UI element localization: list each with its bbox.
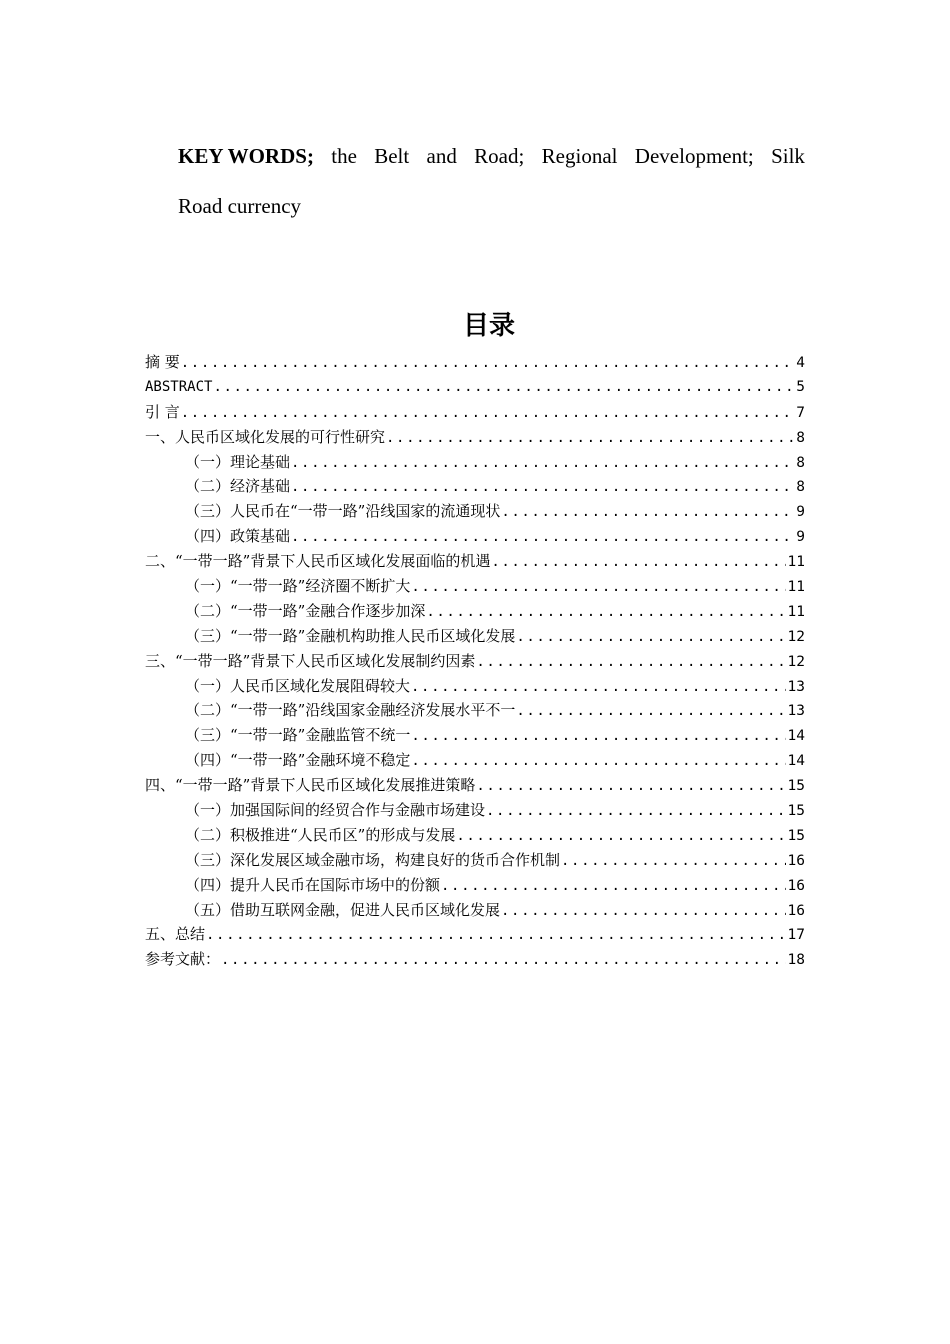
- toc-entry[interactable]: [145, 674, 805, 699]
- toc-dot-leader: [411, 675, 786, 700]
- toc-entry-title: （三）“一带一路”金融监管不统一: [185, 726, 411, 745]
- toc-dot-leader: [456, 824, 785, 849]
- keyword-word: the: [331, 144, 357, 168]
- toc-page-number: 13: [787, 703, 805, 720]
- toc-entry-title: 五、总结: [145, 925, 206, 944]
- toc-entry[interactable]: [145, 823, 805, 848]
- toc-entry[interactable]: [145, 375, 805, 400]
- toc-entry[interactable]: [145, 873, 805, 898]
- toc-dot-leader: [291, 525, 794, 550]
- toc-page-number: 12: [787, 628, 805, 645]
- toc-entry[interactable]: [145, 798, 805, 823]
- toc-entry[interactable]: [145, 350, 805, 375]
- toc-entry-title: 参考文献：: [145, 950, 221, 969]
- toc-page-number: 5: [796, 378, 805, 395]
- toc-dot-leader: [213, 375, 794, 400]
- toc-page-number: 16: [787, 877, 805, 894]
- toc-entry-title: （一）理论基础: [185, 452, 291, 471]
- toc-dot-leader: [386, 426, 794, 451]
- toc-entry[interactable]: [145, 499, 805, 524]
- toc-entry-title: 四、“一带一路”背景下人民币区域化发展推进策略: [145, 776, 476, 795]
- toc-dot-leader: [181, 351, 794, 376]
- keywords-paragraph: [178, 131, 805, 231]
- toc-dot-leader: [561, 849, 786, 874]
- toc-entry[interactable]: [145, 649, 805, 674]
- toc-dot-leader: [501, 899, 786, 924]
- toc-dot-leader: [411, 575, 785, 600]
- toc-dot-leader: [516, 699, 785, 724]
- toc-entry-title: （四）“一带一路”金融环境不稳定: [185, 751, 411, 770]
- keywords-line-1: [178, 131, 805, 181]
- keyword-word: Road;: [474, 144, 525, 168]
- toc-page-number: 8: [796, 479, 805, 496]
- toc-entry-title: （二）“一带一路”金融合作逐步加深: [185, 601, 426, 620]
- toc-entry[interactable]: [145, 947, 805, 972]
- toc-entry[interactable]: [145, 848, 805, 873]
- toc-entry[interactable]: [145, 698, 805, 723]
- toc-page-number: 14: [787, 728, 805, 745]
- toc-page-number: 15: [787, 827, 805, 844]
- toc-entry-title: （三）深化发展区域金融市场，构建良好的货币合作机制: [185, 850, 561, 869]
- toc-page-number: 15: [787, 803, 805, 820]
- toc-page-number: 8: [796, 429, 805, 446]
- toc-dot-leader: [476, 650, 785, 675]
- toc-dot-leader: [221, 948, 786, 973]
- toc-entry[interactable]: [145, 748, 805, 773]
- toc-page-number: 15: [787, 778, 805, 795]
- keywords-label: KEY WORDS;: [178, 144, 314, 168]
- toc-entry[interactable]: [145, 898, 805, 923]
- toc-entry-title: （一）人民币区域化发展阻碍较大: [185, 676, 411, 695]
- toc-dot-leader: [491, 550, 785, 575]
- toc-entry[interactable]: [145, 723, 805, 748]
- toc-entry[interactable]: [145, 425, 805, 450]
- toc-dot-leader: [411, 749, 785, 774]
- toc-entry[interactable]: [145, 773, 805, 798]
- toc-entry-title: 二、“一带一路”背景下人民币区域化发展面临的机遇: [145, 552, 491, 571]
- toc-page-number: 13: [787, 678, 805, 695]
- keyword-word: and: [426, 144, 457, 168]
- toc-entry-title: （三）人民币在“一带一路”沿线国家的流通现状: [185, 502, 501, 521]
- toc-entry-title: （二）“一带一路”沿线国家金融经济发展水平不一: [185, 701, 516, 720]
- table-of-contents: [145, 350, 805, 972]
- keyword-word: Development;: [634, 144, 754, 168]
- toc-entry-title: 三、“一带一路”背景下人民币区域化发展制约因素: [145, 651, 476, 670]
- toc-entry-title: （五）借助互联网金融，促进人民币区域化发展: [185, 900, 501, 919]
- toc-entry[interactable]: [145, 624, 805, 649]
- toc-page-number: 4: [796, 355, 805, 371]
- toc-entry-title: （一）“一带一路”经济圈不断扩大: [185, 577, 411, 596]
- toc-page-number: 11: [787, 554, 805, 571]
- toc-page-number: 18: [787, 952, 805, 969]
- toc-entry[interactable]: [145, 400, 805, 425]
- toc-dot-leader: [181, 401, 794, 426]
- toc-entry-title: （二）经济基础: [185, 477, 291, 496]
- toc-title: 目录: [462, 311, 515, 341]
- toc-entry-title: 摘 要: [145, 353, 180, 371]
- toc-dot-leader: [206, 923, 786, 948]
- toc-dot-leader: [411, 724, 785, 749]
- toc-page-number: 14: [787, 753, 805, 770]
- toc-dot-leader: [291, 451, 794, 476]
- toc-entry[interactable]: [145, 574, 805, 599]
- toc-entry[interactable]: [145, 524, 805, 549]
- toc-page-number: 8: [796, 454, 805, 471]
- toc-dot-leader: [516, 625, 785, 650]
- toc-entry-title: 一、人民币区域化发展的可行性研究: [145, 427, 386, 446]
- keyword-word: Silk: [771, 144, 805, 168]
- toc-page-number: 11: [787, 579, 805, 596]
- toc-entry-title: （二）积极推进“人民币区”的形成与发展: [185, 825, 456, 844]
- toc-dot-leader: [441, 874, 786, 899]
- toc-dot-leader: [291, 475, 794, 500]
- toc-page-number: 17: [787, 927, 805, 944]
- toc-entry-title: （四）政策基础: [185, 527, 291, 546]
- toc-entry[interactable]: [145, 922, 805, 947]
- toc-entry-title: （四）提升人民币在国际市场中的份额: [185, 875, 441, 894]
- keywords-line-2: Road currency: [178, 194, 302, 218]
- toc-page-number: 11: [787, 603, 805, 620]
- keyword-word: Belt: [374, 144, 410, 168]
- toc-entry[interactable]: [145, 450, 805, 475]
- toc-dot-leader: [476, 774, 785, 799]
- toc-entry[interactable]: [145, 549, 805, 574]
- toc-page-number: 9: [796, 529, 805, 546]
- toc-entry-title: （三）“一带一路”金融机构助推人民币区域化发展: [185, 626, 516, 645]
- toc-entry[interactable]: [145, 599, 805, 624]
- toc-page-number: 7: [796, 404, 805, 421]
- keyword-word: Regional: [541, 144, 618, 168]
- toc-entry-title: ABSTRACT: [145, 378, 213, 395]
- toc-page-number: 16: [787, 902, 805, 919]
- toc-dot-leader: [486, 799, 786, 824]
- toc-dot-leader: [501, 500, 794, 525]
- toc-entry-title: 引 言: [145, 402, 180, 421]
- toc-entry-title: （一）加强国际间的经贸合作与金融市场建设: [185, 801, 486, 820]
- toc-page-number: 16: [787, 852, 805, 869]
- toc-page-number: 9: [796, 504, 805, 521]
- toc-page-number: 12: [787, 653, 805, 670]
- toc-dot-leader: [426, 600, 785, 625]
- toc-entry[interactable]: [145, 474, 805, 499]
